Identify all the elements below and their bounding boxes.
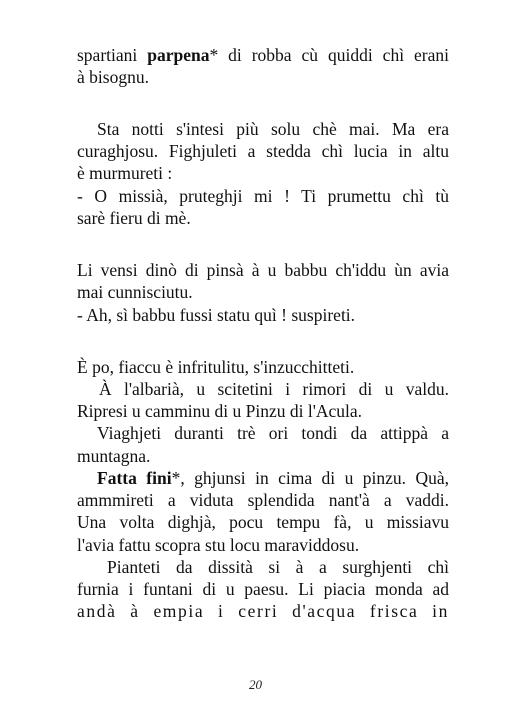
text-line [77, 304, 449, 326]
text-line [77, 511, 449, 533]
text-segment: È po, fiaccu è infritulitu, s'inzucchitteti. [77, 357, 355, 377]
text-line [77, 489, 449, 511]
text-line [77, 600, 449, 622]
text-line [99, 378, 449, 400]
text-segment: furnia i funtani di u paesu. Li piacia monda ad [77, 579, 449, 599]
text-segment: À l'albarià, u scitetini i rimori di u valdu. [99, 379, 449, 399]
text-segment: muntagna. [77, 446, 151, 466]
text-line [77, 445, 449, 467]
text-line [77, 259, 449, 281]
text-segment: Pianteti da dissità si à a surghjenti chì [107, 557, 449, 577]
text-segment: andà à empia i cerri d'acqua frisca in [77, 601, 449, 621]
text-segment: ammmireti a viduta splendida nant'à a vaddi. [77, 490, 449, 510]
text-segment: à bisognu. [77, 67, 149, 87]
text-segment: curaghjosu. Fighjuleti a stedda chì lucia in altu [77, 141, 449, 161]
bold-term: Fatta fini [97, 468, 172, 488]
text-segment: sarè fieru di mè. [77, 208, 191, 228]
text-segment: * di robba cù quiddi chì erani [209, 45, 449, 65]
text-segment: spartiani [77, 45, 148, 65]
text-segment: Sta notti s'intesi più solu chè mai. Ma era [97, 119, 449, 139]
text-line [77, 578, 449, 600]
text-line [77, 281, 449, 303]
text-segment: Viaghjeti duranti trè ori tondi da attippà a [97, 423, 449, 443]
text-line [77, 185, 449, 207]
text-segment: Una volta dighjà, pocu tempu fà, u missiavu [77, 512, 449, 532]
text-segment: *, ghjunsi in cima di u pinzu. Quà, [171, 468, 449, 488]
text-segment: l'avia fattu scopra stu locu maraviddosu. [77, 535, 360, 555]
text-line [77, 162, 449, 184]
text-line [77, 44, 449, 66]
text-line [107, 556, 449, 578]
text-segment: Li vensi dinò di pinsà à u babbu ch'iddu ùn avia [77, 260, 449, 280]
text-line [77, 207, 449, 229]
text-segment: mai cunnisciutu. [77, 282, 193, 302]
text-line [97, 467, 449, 489]
text-segment: è murmureti : [77, 163, 173, 183]
text-line [77, 534, 449, 556]
text-line [77, 400, 449, 422]
text-line [77, 356, 449, 378]
text-line [77, 66, 449, 88]
bold-term: parpena [147, 45, 210, 65]
text-segment: - Ah, sì babbu fussi statu quì ! suspireti. [77, 305, 356, 325]
text-line [97, 422, 449, 444]
text-line [77, 140, 449, 162]
text-line [97, 118, 449, 140]
page-number: 20 [249, 677, 262, 692]
text-segment: - O missià, pruteghji mi ! Ti prumettu chì tù [77, 186, 449, 206]
text-segment: Ripresi u camminu di u Pinzu di l'Acula. [77, 401, 363, 421]
